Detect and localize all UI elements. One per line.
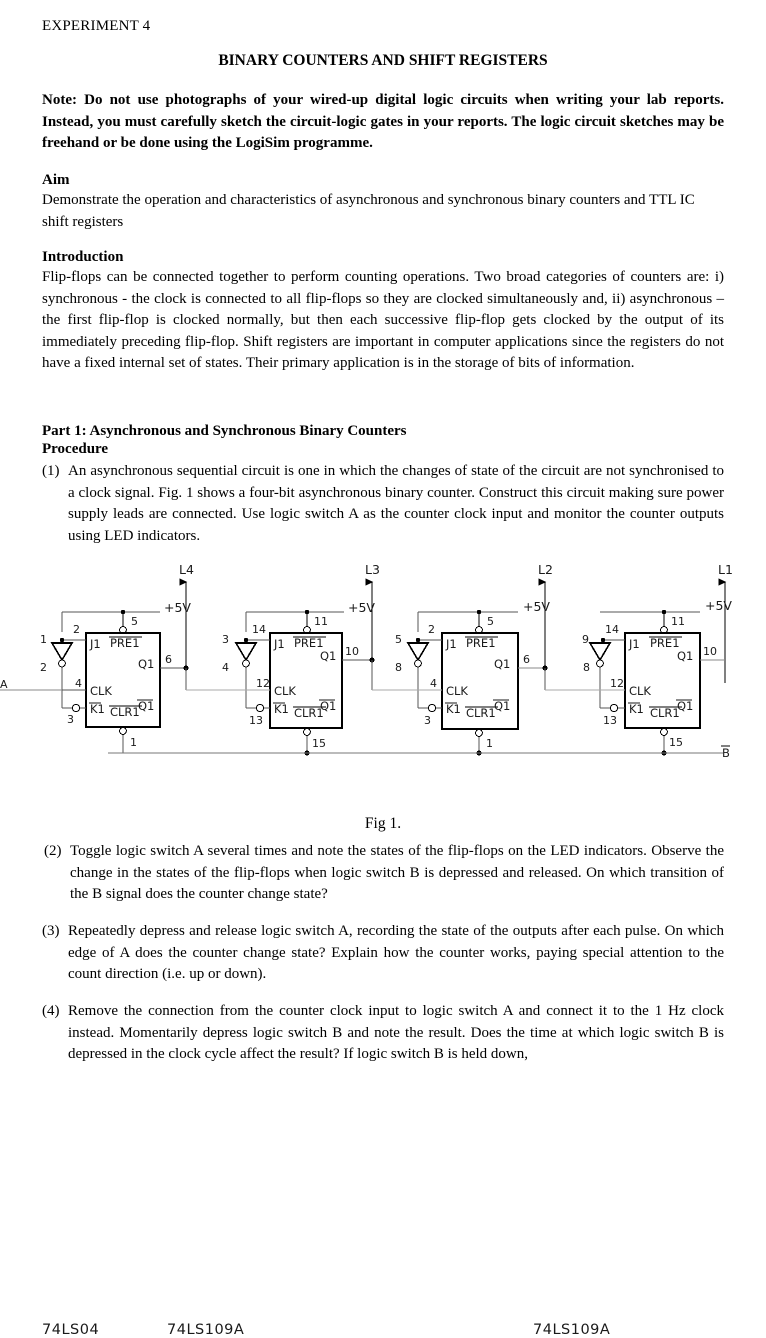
ic-label-74ls109a-right: 74LS109A <box>533 1322 611 1338</box>
port-label-k: K1 <box>90 702 105 716</box>
pin-label: 13 <box>603 714 617 727</box>
clear-bus-label: B <box>722 746 730 760</box>
pin-label: 6 <box>523 653 530 666</box>
port-label-clk: CLK <box>446 684 468 698</box>
port-label-clr: CLR1 <box>110 705 140 719</box>
port-label-pre: PRE1 <box>466 636 496 650</box>
port-label-clk: CLK <box>629 684 651 698</box>
pin-label: 14 <box>605 623 619 636</box>
port-label-pre: PRE1 <box>110 636 140 650</box>
led-label-l1: L1 <box>718 562 733 577</box>
led-label-l2: L2 <box>538 562 553 577</box>
pin-label: 4 <box>430 677 437 690</box>
pin-label: 8 <box>583 661 590 674</box>
pin-label: 5 <box>395 633 402 646</box>
procedure-item-number: (4) <box>42 1003 60 1019</box>
experiment-label: EXPERIMENT 4 <box>42 18 151 34</box>
port-label-q: Q1 <box>320 649 337 663</box>
port-label-j: J1 <box>629 637 640 651</box>
procedure-item-4 <box>42 1001 724 1066</box>
pin-label: 8 <box>395 661 402 674</box>
port-label-qbar: Q1 <box>677 699 694 713</box>
port-label-qbar: Q1 <box>494 699 511 713</box>
supply-label-2: +5V <box>348 600 375 615</box>
led-label-l3: L3 <box>365 562 380 577</box>
pin-label: 3 <box>222 633 229 646</box>
port-label-q: Q1 <box>138 657 155 671</box>
procedure-item-text: Repeatedly depress and release logic switch A, recording the state of the outputs after each pulse. On which edge of A does the counter change state? Explain how the counter works, paying special attention to the count direction (i.e. up or down). <box>68 923 724 982</box>
procedure-item-1 <box>42 461 724 547</box>
port-label-pre: PRE1 <box>650 636 680 650</box>
port-label-clr: CLR1 <box>650 706 680 720</box>
procedure-item-2 <box>44 841 724 906</box>
pin-label: 1 <box>130 736 137 749</box>
part1-heading: Part 1: Asynchronous and Synchronous Binary Counters <box>42 423 407 439</box>
ic-label-74ls04: 74LS04 <box>42 1322 100 1338</box>
port-label-q: Q1 <box>494 657 511 671</box>
note-paragraph: Note: Do not use photographs of your wired-up digital logic circuits when writing your lab reports. Instead, you must carefully sketch the circuit-logic gates in your reports. The logic circuit sketches may be freehand or be done using the LogiSim programme. <box>42 92 724 151</box>
pin-label: 3 <box>424 714 431 727</box>
port-label-j: J1 <box>446 637 457 651</box>
procedure-item-number: (1) <box>42 463 60 479</box>
pin-label: 2 <box>428 623 435 636</box>
port-label-pre: PRE1 <box>294 636 324 650</box>
pin-label: 2 <box>73 623 80 636</box>
port-label-k: K1 <box>629 702 644 716</box>
pin-label: 9 <box>582 633 589 646</box>
introduction-paragraph: Flip-flops can be connected together to perform counting operations. Two broad categories of counters are: i) synchronous - the clock is connected to all flip-flops so they are clocked simultaneously and, ii) asynchronous – the first flip-flop is clocked normally, but then each successive flip-flop gets clocked by the output of its immediately preceding flip-flop. Shift registers are important in computer applications since the registers do not have a fixed internal set of states. Their primary application is in the storage of bits of information. <box>42 269 724 371</box>
procedure-item-text: Toggle logic switch A several times and note the states of the flip-flops on the LED indicators. Observe the change in the states of the flip-flops when logic switch B is depressed and released. On which transition of the B signal does the counter change state? <box>70 843 724 902</box>
procedure-item-number: (3) <box>42 923 60 939</box>
pin-label: 5 <box>131 615 138 628</box>
aim-paragraph: Demonstrate the operation and characteristics of asynchronous and synchronous binary counters and TTL IC shift registers <box>42 192 695 230</box>
port-label-clr: CLR1 <box>294 706 324 720</box>
procedure-item-text: An asynchronous sequential circuit is one in which the changes of state of the circuit are not synchronised to a clock signal. Fig. 1 shows a four-bit asynchronous binary counter. Construct this circuit making sure power supply leads are connected. Use logic switch A as the counter clock input and monitor the counter outputs using LED indicators. <box>68 463 724 544</box>
pin-label: 12 <box>610 677 624 690</box>
port-label-j: J1 <box>274 637 285 651</box>
pin-label: 1 <box>486 737 493 750</box>
pin-label: 13 <box>249 714 263 727</box>
aim-heading: Aim <box>42 172 70 188</box>
pin-label: 11 <box>314 615 328 628</box>
port-label-qbar: Q1 <box>138 699 155 713</box>
pin-label: 10 <box>703 645 717 658</box>
supply-label-1: +5V <box>164 600 191 615</box>
pin-label: 4 <box>75 677 82 690</box>
pin-label: 11 <box>671 615 685 628</box>
pin-label: 15 <box>669 736 683 749</box>
port-label-k: K1 <box>274 702 289 716</box>
procedure-item-text: Remove the connection from the counter clock input to logic switch A and connect it to the 1 Hz clock instead. Momentarily depress logic switch B and note the result. Does the time at which logic switch B is depressed in the clock cycle affect the result? If logic switch B is held down, <box>68 1003 724 1062</box>
pin-label: 12 <box>256 677 270 690</box>
port-label-clr: CLR1 <box>466 706 496 720</box>
pin-label: 1 <box>40 633 47 646</box>
port-label-k: K1 <box>446 702 461 716</box>
procedure-heading: Procedure <box>42 441 109 457</box>
ic-label-74ls109a-left: 74LS109A <box>167 1322 245 1338</box>
port-label-clk: CLK <box>90 684 112 698</box>
pin-label: 3 <box>67 713 74 726</box>
pin-label: 6 <box>165 653 172 666</box>
supply-label-4: +5V <box>705 598 732 613</box>
figure-caption: Fig 1. <box>364 815 402 832</box>
port-label-q: Q1 <box>677 649 694 663</box>
port-label-clk: CLK <box>274 684 296 698</box>
page-title: BINARY COUNTERS AND SHIFT REGISTERS <box>218 52 548 69</box>
procedure-item-number: (2) <box>44 843 62 859</box>
supply-label-3: +5V <box>523 599 550 614</box>
input-signal-label: A <box>0 678 8 691</box>
pin-label: 14 <box>252 623 266 636</box>
port-label-qbar: Q1 <box>320 699 337 713</box>
led-label-l4: L4 <box>179 562 194 577</box>
introduction-heading: Introduction <box>42 249 124 265</box>
pin-label: 4 <box>222 661 229 674</box>
pin-label: 2 <box>40 661 47 674</box>
circuit-svg <box>0 550 766 805</box>
procedure-item-3 <box>42 921 724 986</box>
pin-label: 15 <box>312 737 326 750</box>
pin-label: 5 <box>487 615 494 628</box>
port-label-j: J1 <box>90 637 101 651</box>
pin-label: 10 <box>345 645 359 658</box>
